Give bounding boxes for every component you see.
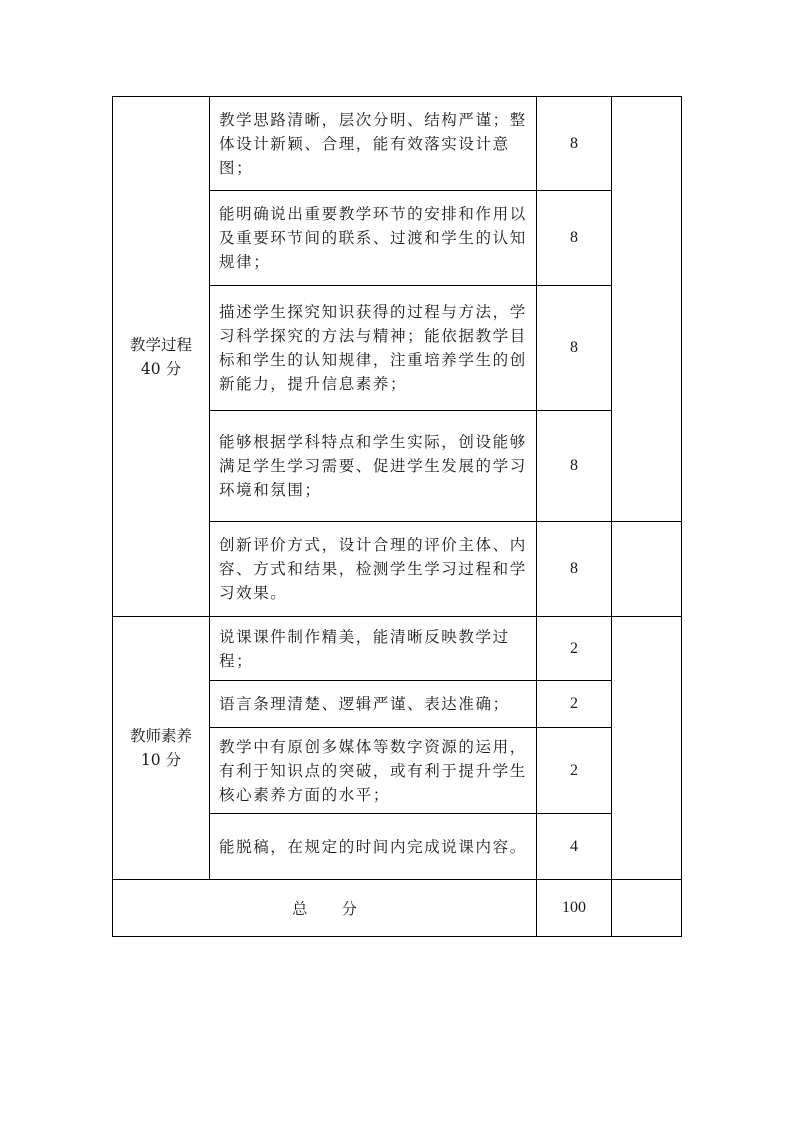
total-label: 总 xyxy=(291,900,308,918)
category-points: 10 分 xyxy=(140,751,182,769)
blank-cell xyxy=(612,522,682,617)
criterion-text: 创新评价方式，设计合理的评价主体、内容、方式和结果，检测学生学习过程和学习效果。 xyxy=(219,536,527,602)
criterion-text: 教学中有原创多媒体等数字资源的运用，有利于知识点的突破，或有利于提升学生核心素养方面的水平； xyxy=(219,737,527,804)
table-row xyxy=(113,617,682,681)
criterion-cell xyxy=(210,286,537,411)
category-cell xyxy=(113,617,210,880)
total-label-cell xyxy=(113,880,537,937)
total-label-suffix: 分 xyxy=(341,900,358,918)
criterion-cell xyxy=(210,191,537,286)
category-label: 教学过程 xyxy=(129,335,192,354)
criterion-text: 说课课件制作精美，能清晰反映教学过程； xyxy=(219,627,510,670)
criterion-cell xyxy=(210,97,537,191)
score-cell: 8 xyxy=(537,191,612,286)
criterion-text: 能明确说出重要教学环节的安排和作用以及重要环节间的联系、过渡和学生的认知规律； xyxy=(219,205,527,271)
criterion-text: 教学思路清晰，层次分明、结构严谨；整体设计新颖、合理，能有效落实设计意图； xyxy=(219,110,527,177)
score-cell: 4 xyxy=(537,814,612,880)
criterion-cell xyxy=(210,814,537,880)
criterion-cell xyxy=(210,681,537,728)
category-label: 教师素养 xyxy=(129,727,192,745)
score-cell: 2 xyxy=(537,681,612,728)
score-cell: 8 xyxy=(537,411,612,522)
criterion-cell xyxy=(210,522,537,617)
score-cell: 2 xyxy=(537,728,612,814)
blank-cell xyxy=(612,880,682,937)
blank-cell xyxy=(612,617,682,880)
table-row xyxy=(113,97,682,191)
criterion-text: 语言条理清楚、逻辑严谨、表达准确； xyxy=(219,695,510,713)
criterion-cell xyxy=(210,617,537,681)
criterion-cell xyxy=(210,728,537,814)
score-cell: 2 xyxy=(537,617,612,681)
score-cell: 8 xyxy=(537,286,612,411)
score-cell: 8 xyxy=(537,97,612,191)
total-row xyxy=(113,880,682,937)
criterion-text: 能脱稿，在规定的时间内完成说课内容。 xyxy=(219,837,527,856)
category-cell xyxy=(113,97,210,617)
criterion-text: 描述学生探究知识获得的过程与方法，学习科学探究的方法与精神；能依据教学目标和学生的认知规律，注重培养学生的创新能力，提升信息素养； xyxy=(219,303,527,393)
score-cell: 8 xyxy=(537,522,612,617)
criterion-text: 能够根据学科特点和学生实际，创设能够满足学生学习需要、促进学生发展的学习环境和氛围； xyxy=(219,433,527,499)
category-points: 40 分 xyxy=(140,359,182,378)
total-score-cell: 100 xyxy=(537,880,612,937)
scoring-rubric-table xyxy=(112,96,682,937)
blank-cell xyxy=(612,97,682,522)
criterion-cell xyxy=(210,411,537,522)
